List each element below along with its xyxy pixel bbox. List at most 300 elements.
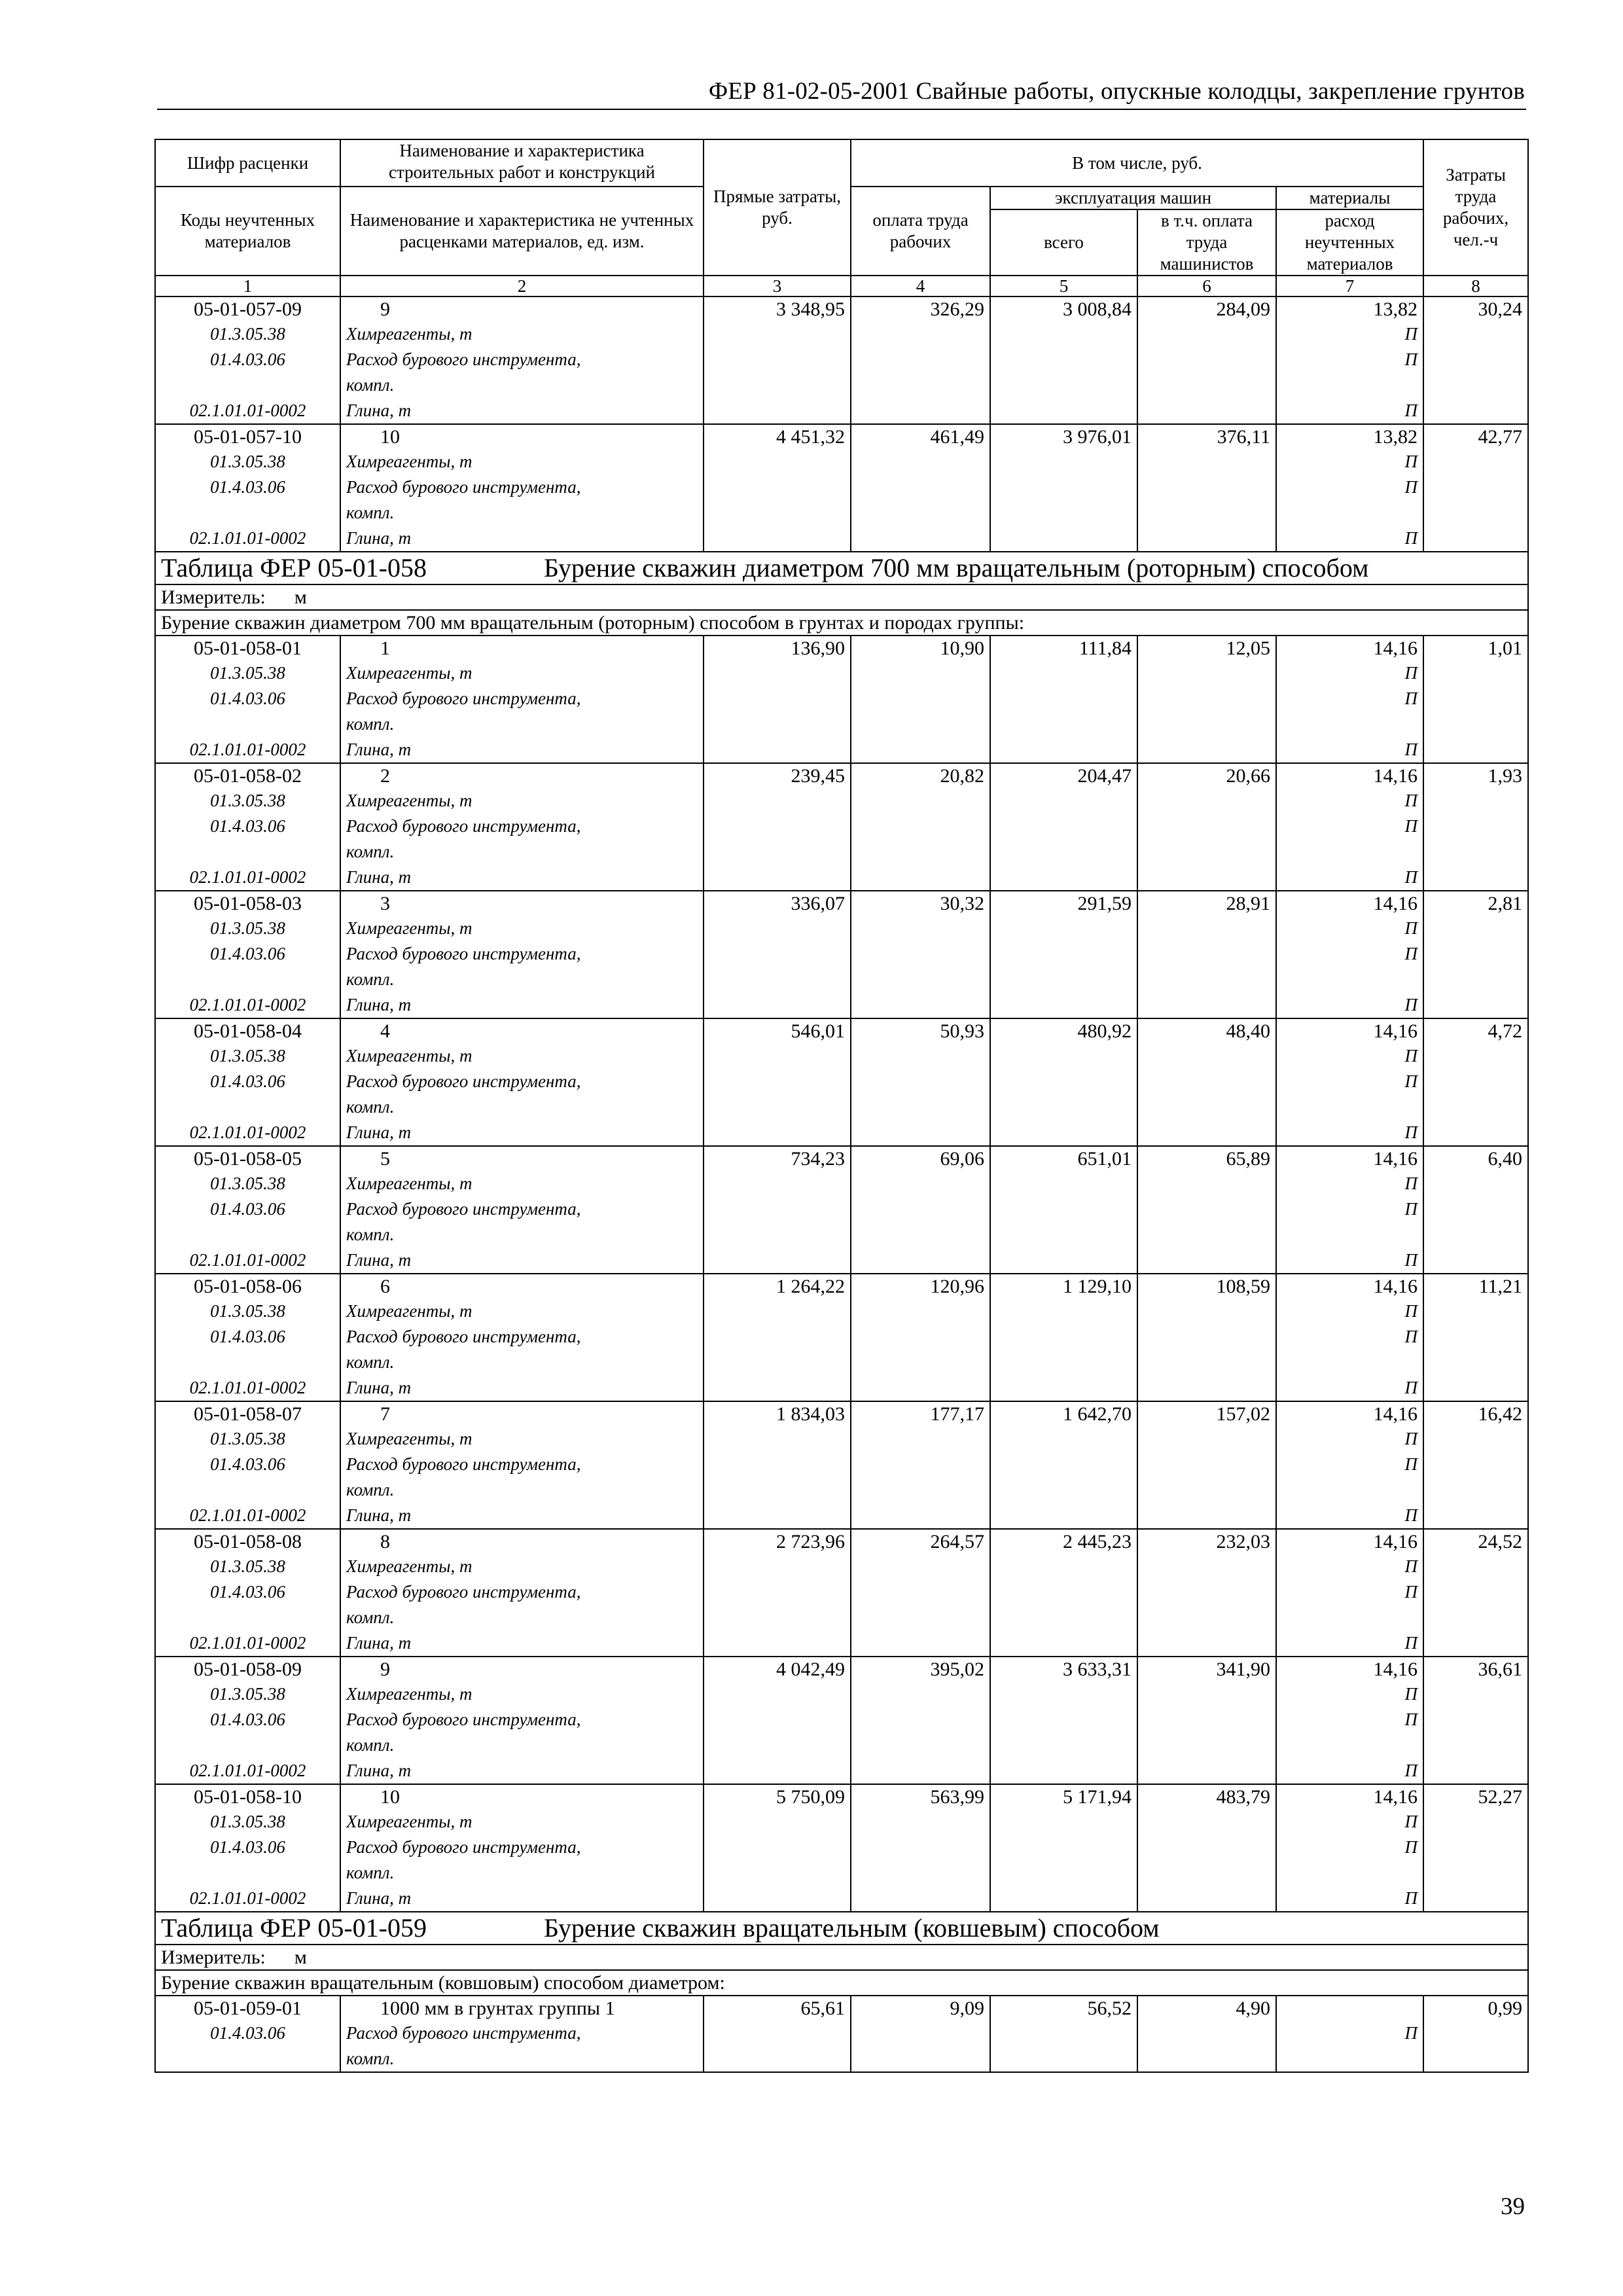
measure-row bbox=[155, 1945, 1528, 1970]
rate-mach: 4,90 bbox=[1236, 1998, 1270, 2019]
rate-name-cell bbox=[340, 1996, 704, 2072]
rate-mach-cell bbox=[1137, 763, 1276, 891]
rate-row bbox=[155, 296, 1528, 424]
rate-mach: 341,90 bbox=[1216, 1659, 1270, 1680]
col-machinist-wages-header: в т.ч. оплата труда машинистов bbox=[1137, 209, 1276, 276]
rate-labor-cell bbox=[1423, 1529, 1528, 1657]
material-name: Расход бурового инструмента, bbox=[346, 477, 581, 497]
rate-direct: 734,23 bbox=[791, 1148, 845, 1170]
material-name: Химреагенты, т bbox=[346, 1046, 473, 1066]
rate-materials-cell bbox=[1276, 1401, 1423, 1529]
rate-code: 05-01-058-08 bbox=[194, 1531, 302, 1552]
material-p-mark: П bbox=[1404, 944, 1418, 963]
rate-name: 5 bbox=[380, 1148, 390, 1170]
col-materials-header: материалы bbox=[1276, 187, 1423, 209]
rate-materials-cell bbox=[1276, 424, 1423, 552]
rate-mach-cell bbox=[1137, 891, 1276, 1018]
material-code: 01.3.05.38 bbox=[210, 452, 285, 471]
material-p-mark: П bbox=[1404, 816, 1418, 836]
material-unit: компл. bbox=[346, 503, 395, 522]
material-p-mark: П bbox=[1404, 528, 1418, 548]
material-p-mark: П bbox=[1404, 1378, 1418, 1397]
rate-labor-cell bbox=[1423, 1401, 1528, 1529]
material-code: 01.4.03.06 bbox=[210, 1837, 285, 1857]
rate-row bbox=[155, 1146, 1528, 1274]
rate-direct: 1 264,22 bbox=[776, 1276, 845, 1297]
rate-mach-cell bbox=[1137, 1529, 1276, 1657]
material-code: 01.4.03.06 bbox=[210, 1582, 285, 1602]
col-machines-header: эксплуатация машин bbox=[990, 187, 1276, 209]
rate-labor: 1,93 bbox=[1488, 765, 1523, 787]
material-name: Химреагенты, т bbox=[346, 663, 473, 683]
rate-wages-cell bbox=[851, 1401, 990, 1529]
rate-wages-cell bbox=[851, 424, 990, 552]
rate-mach: 376,11 bbox=[1217, 426, 1270, 448]
col-number: 8 bbox=[1423, 276, 1528, 296]
rate-total: 3 976,01 bbox=[1063, 426, 1132, 448]
rate-mach-cell bbox=[1137, 296, 1276, 424]
col-code-header: Шифр расценки bbox=[155, 139, 340, 187]
material-unit: компл. bbox=[346, 1097, 395, 1117]
material-code: 02.1.01.01-0002 bbox=[189, 867, 306, 887]
col-number: 2 bbox=[340, 276, 704, 296]
col-incl-header: В том числе, руб. bbox=[851, 139, 1423, 187]
material-code: 01.4.03.06 bbox=[210, 689, 285, 708]
rate-mat: 13,82 bbox=[1373, 298, 1418, 320]
material-name: Расход бурового инструмента, bbox=[346, 816, 581, 836]
material-code-spacer bbox=[161, 967, 334, 992]
material-name: Глина, т bbox=[346, 1250, 412, 1270]
rate-labor-cell bbox=[1423, 296, 1528, 424]
material-p-mark: П bbox=[1404, 1837, 1418, 1857]
rate-labor-cell bbox=[1423, 1996, 1528, 2072]
material-name: Расход бурового инструмента, bbox=[346, 1837, 581, 1857]
rate-wages: 395,02 bbox=[930, 1659, 984, 1680]
rate-direct-cell bbox=[704, 1146, 851, 1274]
rate-total: 480,92 bbox=[1077, 1020, 1132, 1042]
material-name: Расход бурового инструмента, bbox=[346, 1454, 581, 1474]
material-code: 01.3.05.38 bbox=[210, 1429, 285, 1448]
rate-materials-cell bbox=[1276, 1274, 1423, 1401]
material-name: Расход бурового инструмента, bbox=[346, 1327, 581, 1346]
rate-row bbox=[155, 1018, 1528, 1146]
material-code: 01.3.05.38 bbox=[210, 1046, 285, 1066]
material-p-mark: П bbox=[1404, 1710, 1418, 1729]
material-p-spacer bbox=[1282, 1732, 1418, 1758]
col-name-unaccounted-header: Наименование и характеристика не учтенных расценками материалов, ед. изм. bbox=[340, 187, 704, 276]
rate-mat-spacer bbox=[1282, 1996, 1418, 2020]
material-code: 01.3.05.38 bbox=[210, 918, 285, 938]
rate-total-cell bbox=[990, 1784, 1137, 1912]
rate-total-cell bbox=[990, 1274, 1137, 1401]
material-p-spacer bbox=[1282, 1860, 1418, 1886]
rate-code: 05-01-059-01 bbox=[194, 1998, 302, 2019]
rate-labor-cell bbox=[1423, 1657, 1528, 1784]
measure-label: Измеритель: bbox=[161, 586, 266, 608]
rate-direct: 4 451,32 bbox=[776, 426, 845, 448]
rate-direct: 546,01 bbox=[791, 1020, 845, 1042]
material-name: Химреагенты, т bbox=[346, 1301, 473, 1321]
rate-total: 291,59 bbox=[1077, 893, 1132, 914]
rate-materials-cell bbox=[1276, 1784, 1423, 1912]
col-number: 1 bbox=[155, 276, 340, 296]
rate-row bbox=[155, 424, 1528, 552]
rate-code: 05-01-058-02 bbox=[194, 765, 302, 787]
table-name: Бурение скважин вращательным (ковшевым) способом bbox=[544, 1913, 1160, 1943]
rate-code: 05-01-058-05 bbox=[194, 1148, 302, 1170]
measure-unit: м bbox=[294, 586, 307, 608]
material-p-mark: П bbox=[1404, 1761, 1418, 1780]
measure-cell bbox=[155, 584, 1528, 610]
rate-mach: 48,40 bbox=[1226, 1020, 1270, 1042]
rate-name: 6 bbox=[380, 1276, 390, 1297]
rate-code: 05-01-058-09 bbox=[194, 1659, 302, 1680]
rate-labor: 1,01 bbox=[1488, 637, 1523, 659]
rate-wages-cell bbox=[851, 296, 990, 424]
rate-name: 1000 мм в грунтах группы 1 bbox=[380, 1998, 615, 2019]
material-code: 02.1.01.01-0002 bbox=[189, 1378, 306, 1397]
rate-direct-cell bbox=[704, 1529, 851, 1657]
material-p-spacer bbox=[1282, 500, 1418, 526]
material-unit: компл. bbox=[346, 1735, 395, 1755]
table-title-row bbox=[155, 552, 1528, 584]
rate-direct-cell bbox=[704, 636, 851, 763]
rate-row bbox=[155, 891, 1528, 1018]
material-unit: компл. bbox=[346, 2049, 395, 2068]
rate-wages: 69,06 bbox=[940, 1148, 984, 1170]
rate-name: 9 bbox=[380, 1659, 390, 1680]
rate-mach: 28,91 bbox=[1226, 893, 1270, 914]
col-materials-unaccounted-header: расход неучтенных материалов bbox=[1276, 209, 1423, 276]
rate-labor-cell bbox=[1423, 636, 1528, 763]
section-title: Бурение скважин вращательным (ковшовым) способом диаметром: bbox=[161, 1972, 725, 1994]
material-p-mark: П bbox=[1404, 1454, 1418, 1474]
rate-direct: 2 723,96 bbox=[776, 1531, 845, 1552]
rate-total: 56,52 bbox=[1087, 1998, 1132, 2019]
rate-materials-cell bbox=[1276, 636, 1423, 763]
rate-labor-cell bbox=[1423, 1146, 1528, 1274]
rate-wages-cell bbox=[851, 763, 990, 891]
rate-materials-cell bbox=[1276, 891, 1423, 1018]
rate-mat: 14,16 bbox=[1373, 1786, 1418, 1808]
rate-name: 1 bbox=[380, 637, 390, 659]
rate-name-cell bbox=[340, 1657, 704, 1784]
material-p-mark: П bbox=[1404, 663, 1418, 683]
rate-code-cell bbox=[155, 636, 340, 763]
rate-labor-cell bbox=[1423, 763, 1528, 891]
rate-direct: 3 348,95 bbox=[776, 298, 845, 320]
rate-total-cell bbox=[990, 1401, 1137, 1529]
rate-code-cell bbox=[155, 296, 340, 424]
rate-materials-cell bbox=[1276, 763, 1423, 891]
rate-total: 1 642,70 bbox=[1063, 1403, 1132, 1425]
measure-cell bbox=[155, 1945, 1528, 1970]
rate-wages: 50,93 bbox=[940, 1020, 984, 1042]
rate-code-cell bbox=[155, 1996, 340, 2072]
material-p-mark: П bbox=[1404, 401, 1418, 420]
rate-labor-cell bbox=[1423, 424, 1528, 552]
rate-wages: 461,49 bbox=[930, 426, 984, 448]
rate-total-cell bbox=[990, 1657, 1137, 1784]
material-code: 01.4.03.06 bbox=[210, 2023, 285, 2043]
rate-row bbox=[155, 1401, 1528, 1529]
rate-name-cell bbox=[340, 636, 704, 763]
rate-mach: 20,66 bbox=[1226, 765, 1270, 787]
section-title: Бурение скважин диаметром 700 мм вращательным (роторным) способом в грунтах и породах группы: bbox=[161, 612, 1025, 634]
rate-name: 8 bbox=[380, 1531, 390, 1552]
rate-direct: 136,90 bbox=[791, 637, 845, 659]
material-name: Глина, т bbox=[346, 1505, 412, 1525]
rate-name: 9 bbox=[380, 298, 390, 320]
rate-direct-cell bbox=[704, 1274, 851, 1401]
rate-mach-cell bbox=[1137, 1657, 1276, 1784]
rate-mach: 284,09 bbox=[1216, 298, 1270, 320]
material-name: Химреагенты, т bbox=[346, 452, 473, 471]
material-p-spacer bbox=[1282, 839, 1418, 865]
rate-materials-cell bbox=[1276, 1018, 1423, 1146]
col-wages-header: оплата труда рабочих bbox=[851, 187, 990, 276]
rate-direct: 5 750,09 bbox=[776, 1786, 845, 1808]
col-codes-unaccounted-header: Коды неучтенных материалов bbox=[155, 187, 340, 276]
rate-direct-cell bbox=[704, 1657, 851, 1784]
rate-total: 5 171,94 bbox=[1063, 1786, 1132, 1808]
rate-name-cell bbox=[340, 1018, 704, 1146]
rate-wages-cell bbox=[851, 1529, 990, 1657]
rate-total: 111,84 bbox=[1079, 637, 1132, 659]
material-name: Расход бурового инструмента, bbox=[346, 1199, 581, 1219]
material-code-spacer bbox=[161, 1477, 334, 1503]
material-code: 01.3.05.38 bbox=[210, 1812, 285, 1831]
material-code: 02.1.01.01-0002 bbox=[189, 1505, 306, 1525]
rate-labor-cell bbox=[1423, 1274, 1528, 1401]
material-name: Расход бурового инструмента, bbox=[346, 350, 581, 369]
rate-wages: 326,29 bbox=[930, 298, 984, 320]
material-p-mark: П bbox=[1404, 1505, 1418, 1525]
material-name: Расход бурового инструмента, bbox=[346, 1582, 581, 1602]
material-code: 01.4.03.06 bbox=[210, 816, 285, 836]
rate-name: 7 bbox=[380, 1403, 390, 1425]
rate-labor: 4,72 bbox=[1488, 1020, 1523, 1042]
material-code: 02.1.01.01-0002 bbox=[189, 740, 306, 759]
material-p-mark: П bbox=[1404, 1199, 1418, 1219]
material-unit: компл. bbox=[346, 842, 395, 861]
rate-name-cell bbox=[340, 1784, 704, 1912]
rate-mat: 14,16 bbox=[1373, 765, 1418, 787]
rate-wages-cell bbox=[851, 636, 990, 763]
rate-total-cell bbox=[990, 1529, 1137, 1657]
rate-direct-cell bbox=[704, 296, 851, 424]
rate-materials-cell bbox=[1276, 1657, 1423, 1784]
rate-mat: 14,16 bbox=[1373, 1020, 1418, 1042]
rate-code: 05-01-058-04 bbox=[194, 1020, 302, 1042]
rate-direct: 4 042,49 bbox=[776, 1659, 845, 1680]
rate-mach-cell bbox=[1137, 1146, 1276, 1274]
rate-row bbox=[155, 1996, 1528, 2072]
rate-name-cell bbox=[340, 1146, 704, 1274]
material-name: Глина, т bbox=[346, 995, 412, 1014]
material-p-mark: П bbox=[1404, 1812, 1418, 1831]
col-number: 6 bbox=[1137, 276, 1276, 296]
material-code: 01.3.05.38 bbox=[210, 324, 285, 344]
material-name: Химреагенты, т bbox=[346, 1812, 473, 1831]
material-code-spacer bbox=[161, 1860, 334, 1886]
rate-wages: 563,99 bbox=[930, 1786, 984, 1808]
material-p-mark: П bbox=[1404, 918, 1418, 938]
rate-row bbox=[155, 1274, 1528, 1401]
material-p-spacer bbox=[1282, 372, 1418, 398]
material-p-spacer bbox=[1282, 967, 1418, 992]
rate-row bbox=[155, 1529, 1528, 1657]
rate-row bbox=[155, 1657, 1528, 1784]
rate-mat: 13,82 bbox=[1373, 426, 1418, 448]
rate-labor: 11,21 bbox=[1478, 1276, 1523, 1297]
rate-name-cell bbox=[340, 1529, 704, 1657]
rate-wages: 264,57 bbox=[930, 1531, 984, 1552]
material-name: Расход бурового инструмента, bbox=[346, 944, 581, 963]
rate-labor: 24,52 bbox=[1478, 1531, 1523, 1552]
material-code: 02.1.01.01-0002 bbox=[189, 1888, 306, 1908]
column-number-row bbox=[155, 276, 1528, 296]
rate-total: 3 008,84 bbox=[1063, 298, 1132, 320]
material-name: Глина, т bbox=[346, 1122, 412, 1142]
rate-total-cell bbox=[990, 763, 1137, 891]
rate-code: 05-01-058-01 bbox=[194, 637, 302, 659]
measure-unit: м bbox=[294, 1946, 307, 1968]
rate-mach-cell bbox=[1137, 1996, 1276, 2072]
material-code: 01.3.05.38 bbox=[210, 1684, 285, 1704]
rate-mach: 65,89 bbox=[1226, 1148, 1270, 1170]
rate-mach: 157,02 bbox=[1216, 1403, 1270, 1425]
material-name: Глина, т bbox=[346, 1378, 412, 1397]
material-unit: компл. bbox=[346, 1225, 395, 1244]
rate-direct-cell bbox=[704, 891, 851, 1018]
rate-mach-cell bbox=[1137, 1018, 1276, 1146]
material-name: Глина, т bbox=[346, 1888, 412, 1908]
measure-row bbox=[155, 584, 1528, 610]
material-p-mark: П bbox=[1404, 1122, 1418, 1142]
rate-labor-cell bbox=[1423, 1018, 1528, 1146]
material-name: Глина, т bbox=[346, 401, 412, 420]
material-name: Глина, т bbox=[346, 1633, 412, 1653]
rate-code: 05-01-058-06 bbox=[194, 1276, 302, 1297]
material-unit: компл. bbox=[346, 1863, 395, 1882]
material-code-spacer bbox=[161, 1605, 334, 1630]
material-name: Глина, т bbox=[346, 740, 412, 759]
material-p-spacer bbox=[1282, 1094, 1418, 1120]
table-number: Таблица ФЕР 05-01-059 bbox=[161, 1913, 427, 1943]
material-code: 01.4.03.06 bbox=[210, 1327, 285, 1346]
material-p-spacer bbox=[1282, 1605, 1418, 1630]
material-code: 01.4.03.06 bbox=[210, 1710, 285, 1729]
rate-code: 05-01-058-03 bbox=[194, 893, 302, 914]
rate-code-cell bbox=[155, 1018, 340, 1146]
material-code: 02.1.01.01-0002 bbox=[189, 1761, 306, 1780]
rate-total-cell bbox=[990, 891, 1137, 1018]
material-code: 01.4.03.06 bbox=[210, 1199, 285, 1219]
material-p-spacer bbox=[1282, 1350, 1418, 1375]
rate-wages: 30,32 bbox=[940, 893, 984, 914]
rate-total: 651,01 bbox=[1077, 1148, 1132, 1170]
rate-mach-cell bbox=[1137, 1784, 1276, 1912]
rate-materials-cell bbox=[1276, 1529, 1423, 1657]
material-p-mark: П bbox=[1404, 324, 1418, 344]
rates-table bbox=[154, 139, 1529, 2073]
rate-mach: 12,05 bbox=[1226, 637, 1270, 659]
table-name: Бурение скважин диаметром 700 мм вращательным (роторным) способом bbox=[544, 553, 1369, 583]
material-p-mark: П bbox=[1404, 477, 1418, 497]
material-p-mark: П bbox=[1404, 689, 1418, 708]
material-p-mark: П bbox=[1404, 791, 1418, 810]
material-name: Химреагенты, т bbox=[346, 1556, 473, 1576]
material-p-mark: П bbox=[1404, 1429, 1418, 1448]
col-direct-header: Прямые затраты, руб. bbox=[704, 139, 851, 276]
material-unit: компл. bbox=[346, 375, 395, 395]
material-code-spacer bbox=[161, 2046, 334, 2072]
rate-wages-cell bbox=[851, 1996, 990, 2072]
rate-name-cell bbox=[340, 891, 704, 1018]
rate-total-cell bbox=[990, 1018, 1137, 1146]
rate-wages: 10,90 bbox=[940, 637, 984, 659]
rate-materials-cell bbox=[1276, 1146, 1423, 1274]
rate-code-cell bbox=[155, 1146, 340, 1274]
material-p-spacer bbox=[1282, 711, 1418, 737]
material-name: Химреагенты, т bbox=[346, 1684, 473, 1704]
material-code: 01.3.05.38 bbox=[210, 1556, 285, 1576]
rate-mat: 14,16 bbox=[1373, 637, 1418, 659]
rate-labor-cell bbox=[1423, 1784, 1528, 1912]
material-code: 01.4.03.06 bbox=[210, 1454, 285, 1474]
material-p-mark: П bbox=[1404, 1327, 1418, 1346]
material-name: Глина, т bbox=[346, 867, 412, 887]
material-p-mark: П bbox=[1404, 2023, 1418, 2043]
material-unit: компл. bbox=[346, 969, 395, 989]
section-cell bbox=[155, 1970, 1528, 1996]
measure-label: Измеритель: bbox=[161, 1946, 266, 1968]
page-number: 39 bbox=[1501, 2193, 1525, 2220]
rate-mach-cell bbox=[1137, 636, 1276, 763]
material-p-mark: П bbox=[1404, 740, 1418, 759]
material-code: 02.1.01.01-0002 bbox=[189, 1122, 306, 1142]
rate-name-cell bbox=[340, 1274, 704, 1401]
material-name: Химреагенты, т bbox=[346, 1174, 473, 1193]
material-code-spacer bbox=[161, 372, 334, 398]
header-row-1 bbox=[155, 139, 1528, 187]
rate-code-cell bbox=[155, 424, 340, 552]
rate-mat: 14,16 bbox=[1373, 1148, 1418, 1170]
material-p-mark: П bbox=[1404, 350, 1418, 369]
material-code: 01.3.05.38 bbox=[210, 1174, 285, 1193]
material-p-mark: П bbox=[1404, 1301, 1418, 1321]
rate-mach: 108,59 bbox=[1216, 1276, 1270, 1297]
rate-mach: 232,03 bbox=[1216, 1531, 1270, 1552]
table-number: Таблица ФЕР 05-01-058 bbox=[161, 553, 427, 583]
rate-mach-cell bbox=[1137, 1401, 1276, 1529]
material-code: 02.1.01.01-0002 bbox=[189, 1633, 306, 1653]
rate-name: 10 bbox=[380, 1786, 400, 1808]
rate-mach-cell bbox=[1137, 1274, 1276, 1401]
rate-direct-cell bbox=[704, 1996, 851, 2072]
material-code: 01.3.05.38 bbox=[210, 1301, 285, 1321]
rate-total-cell bbox=[990, 296, 1137, 424]
rate-row bbox=[155, 636, 1528, 763]
rate-name-cell bbox=[340, 763, 704, 891]
material-unit: компл. bbox=[346, 1480, 395, 1499]
rate-name: 3 bbox=[380, 893, 390, 914]
material-unit: компл. bbox=[346, 1352, 395, 1372]
document-header-title: ФЕР 81-02-05-2001 Свайные работы, опускные колодцы, закрепление грунтов bbox=[708, 78, 1525, 105]
col-number: 7 bbox=[1276, 276, 1423, 296]
rate-mat: 14,16 bbox=[1373, 1403, 1418, 1425]
